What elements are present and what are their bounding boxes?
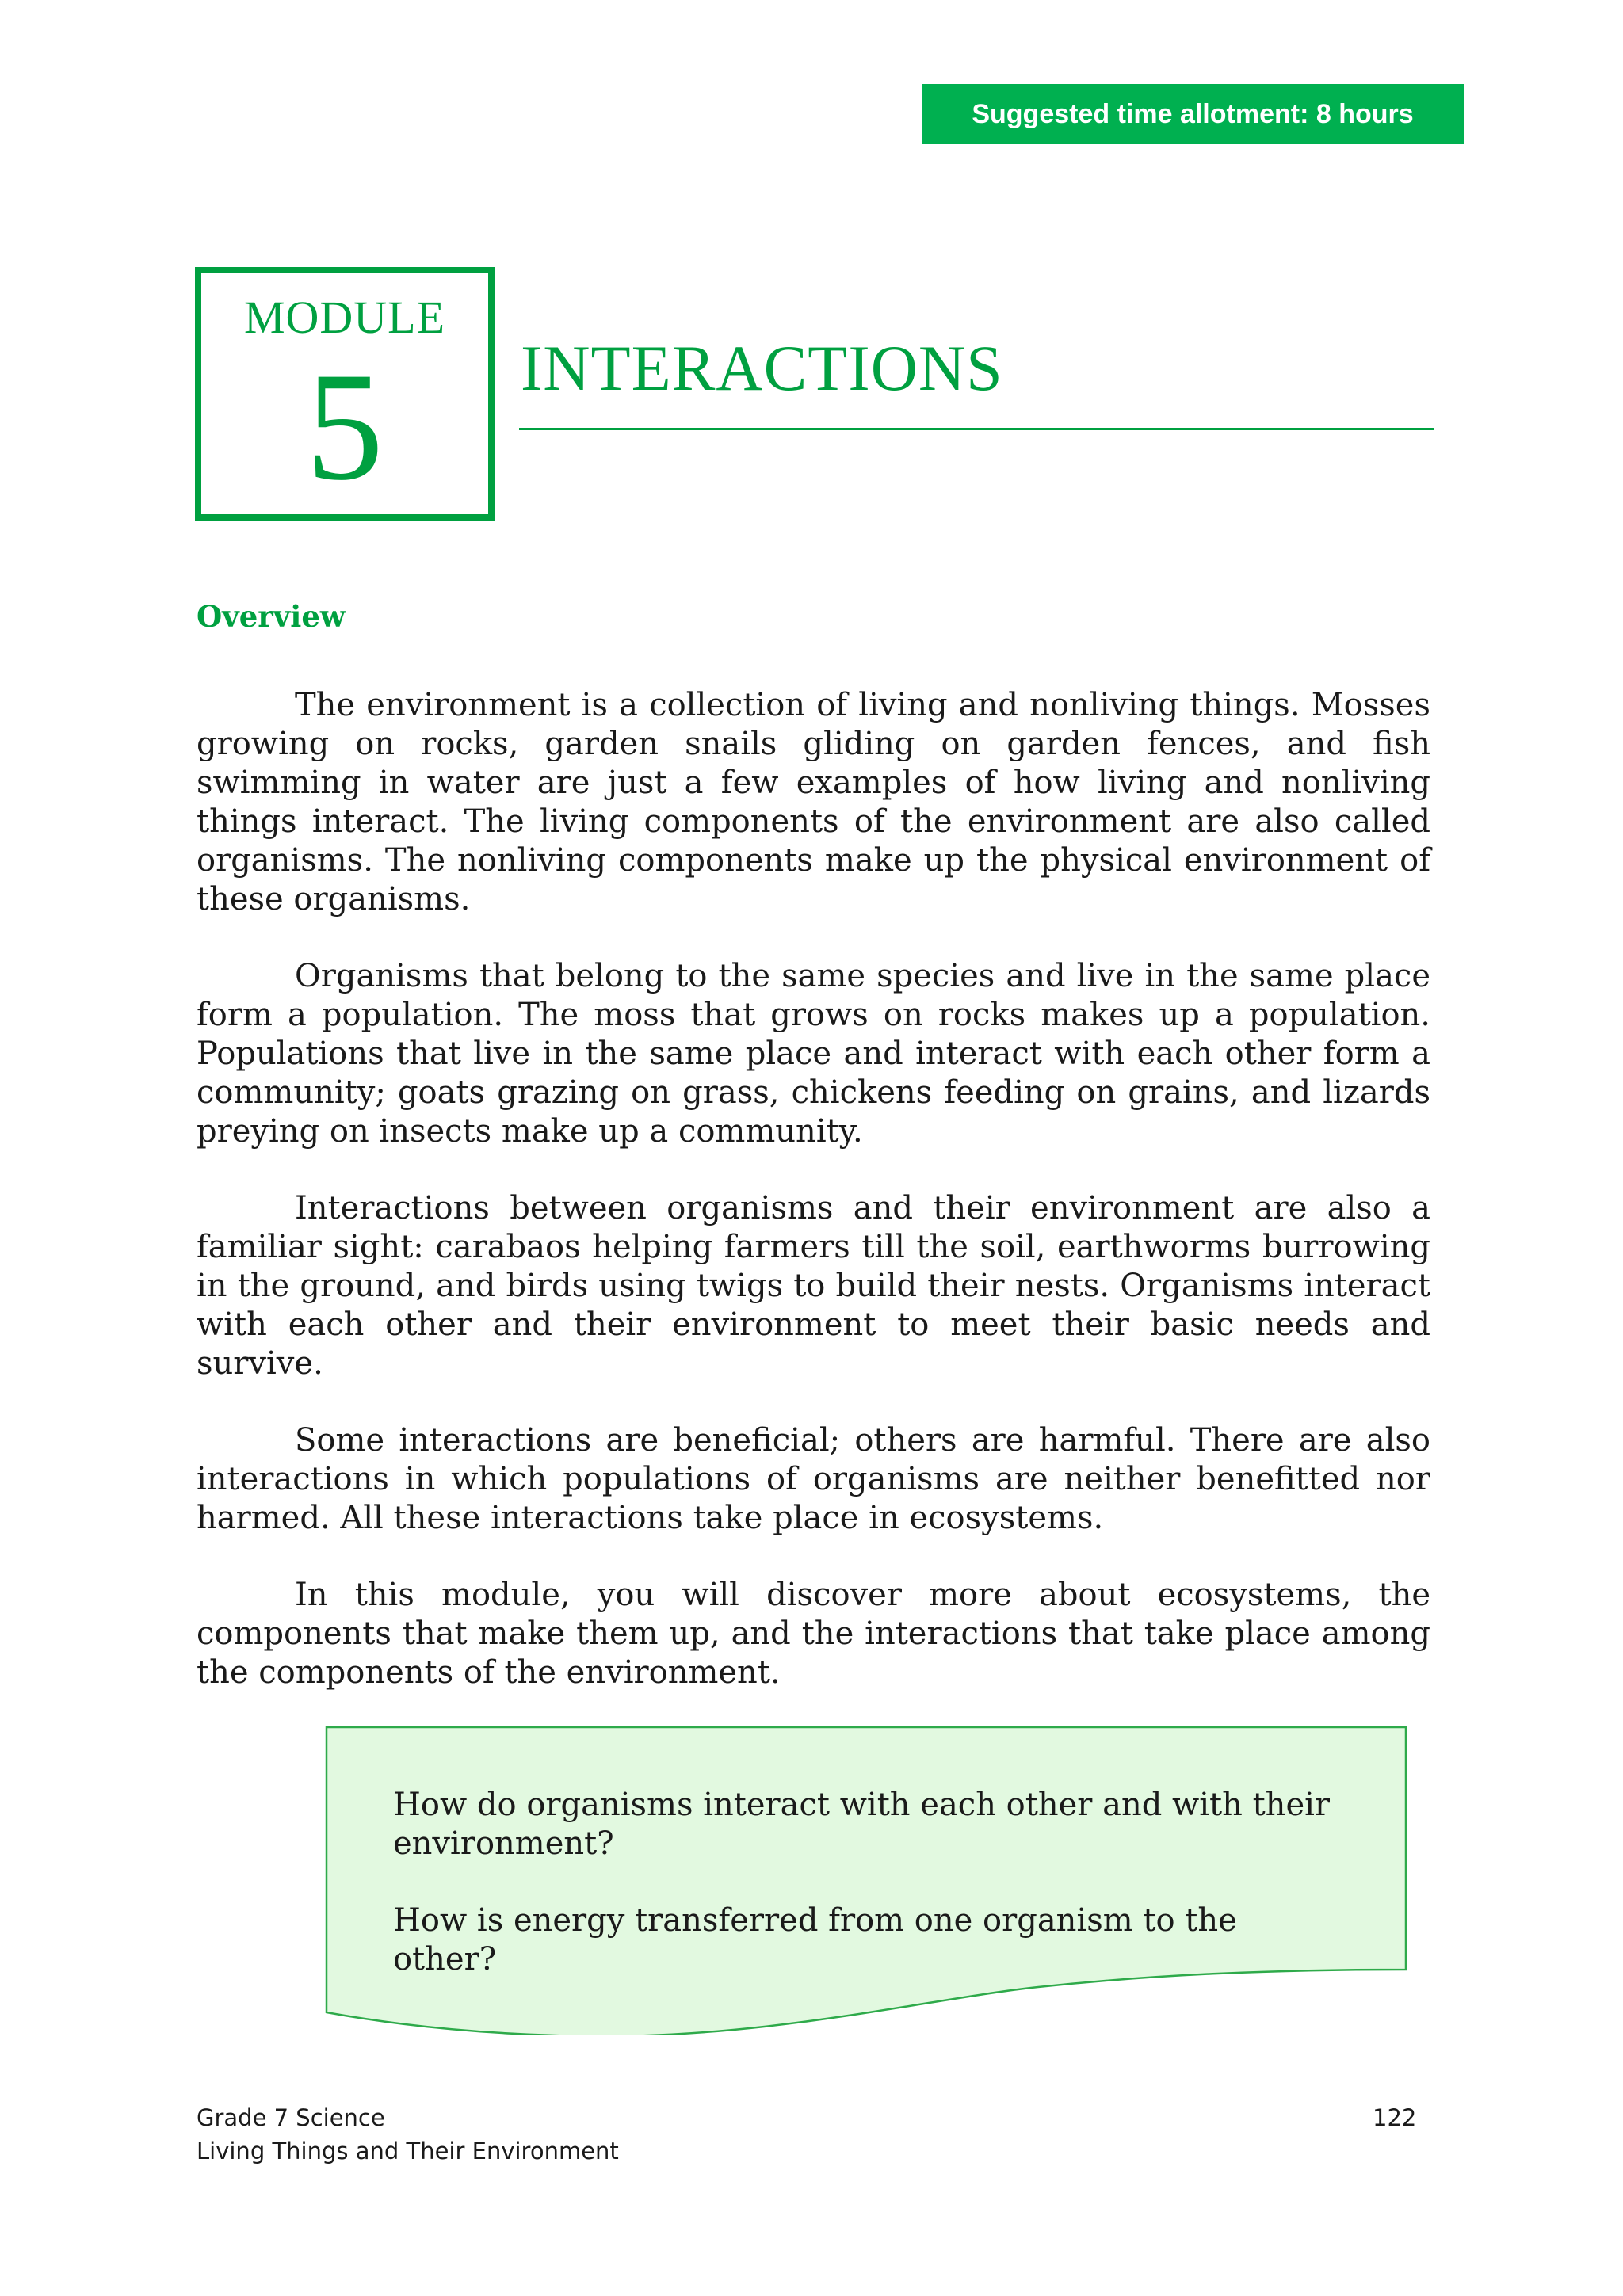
footer-subject: Grade 7 Science xyxy=(197,2104,385,2131)
overview-paragraph: In this module, you will discover more about ecosystems, the components that make them up, and the interactions that take place among the components of the environment. xyxy=(197,1577,1430,1691)
module-number-box xyxy=(195,267,495,521)
key-question: How do organisms interact with each other and with their environment? xyxy=(393,1787,1331,1862)
key-question: How is energy transferred from one organism to the other? xyxy=(393,1902,1237,1978)
title-underline xyxy=(519,428,1434,430)
key-questions-shape xyxy=(325,1726,1407,2035)
module-title: INTERACTIONS xyxy=(521,332,1003,404)
footer-unit: Living Things and Their Environment xyxy=(197,2138,619,2164)
page-number: 122 xyxy=(1373,2104,1417,2131)
footer-course-info xyxy=(197,2101,619,2168)
time-allotment-badge: Suggested time allotment: 8 hours xyxy=(922,84,1464,144)
key-questions-box xyxy=(325,1726,1407,2035)
module-label: MODULE xyxy=(243,292,446,343)
overview-paragraph: Some interactions are beneficial; others are harmful. There are also interactions in which populations of organisms are neither benefitted nor harmed. All these interactions take place in ecosystems. xyxy=(197,1422,1430,1536)
overview-heading: Overview xyxy=(197,599,346,634)
overview-paragraph: The environment is a collection of living and nonliving things. Mosses growing on rocks, garden snails gliding on garden fences, and fish swimming in water are just a few examples of how living and nonliving things interact. The living components of the environment are also called organisms. The nonliving components make up the physical environment of these organisms. xyxy=(197,687,1430,917)
overview-paragraph: Organisms that belong to the same species and live in the same place form a population. The moss that grows on rocks makes up a population. Populations that live in the same place and interact with each other form a community; goats grazing on grass, chickens feeding on grains, and lizards preying on insects make up a community. xyxy=(197,958,1430,1150)
module-number: 5 xyxy=(306,341,384,513)
overview-paragraph: Interactions between organisms and their environment are also a familiar sight: carabaos helping farmers till the soil, earthworms burrowing in the ground, and birds using twigs to build their nests. Organisms interact with each other and their environment to meet their basic needs and survive. xyxy=(197,1190,1430,1382)
